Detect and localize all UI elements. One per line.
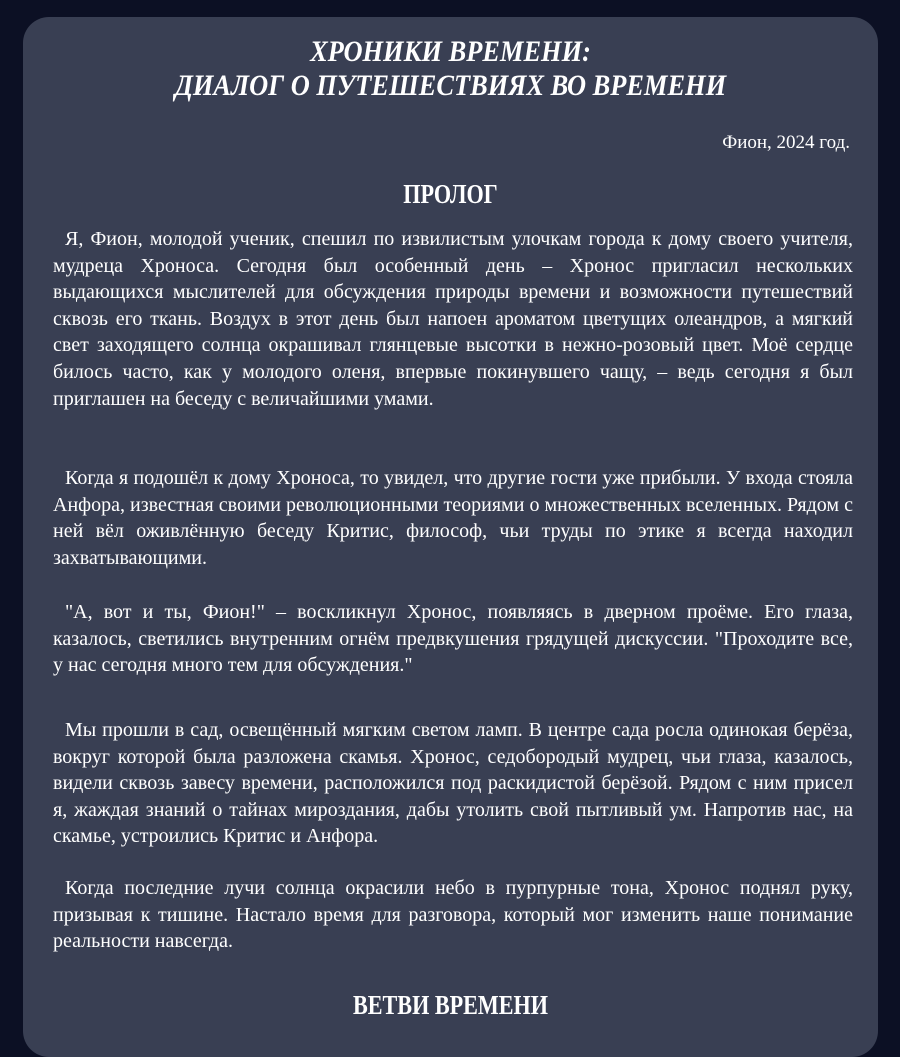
title-line-2: ДИАЛОГ О ПУТЕШЕСТВИЯХ ВО ВРЕМЕНИ [174,69,727,102]
document-title [74,35,826,103]
section-heading-prolog: ПРОЛОГ [403,179,498,209]
paragraph: Когда я подошёл к дому Хроноса, то увидел, что другие гости уже прибыли. У входа стояла Анфора, известная своими революционными теориями о множественных вселенных. Рядом с ней вёл оживлённую беседу Критис, философ, чьи труды по этике я всегда находил захватывающими. [53,467,853,569]
paragraph: Я, Фион, молодой ученик, спешил по извилистым улочкам города к дому своего учителя, мудреца Хроноса. Сегодня был особенный день – Хронос пригласил нескольких выдающихся мыслителей для обсуждения природы времени и возможности путешествий сквозь его ткань. Воздух в этот день был напоен ароматом цветущих олеандров, а мягкий свет заходящего солнца окрашивал глянцевые высотки в нежно-розовый цвет. Моё сердце билось часто, как у молодого оленя, впервые покинувшего чащу, – ведь сегодня я был приглашен на беседу с величайшими умами. [53,228,853,410]
title-line-1: ХРОНИКИ ВРЕМЕНИ: [310,35,591,68]
paragraph: Мы прошли в сад, освещённый мягким светом ламп. В центре сада росла одинокая берёза, вокруг которой была разложена скамья. Хронос, седобородый мудрец, чьи глаза, казалось, видели сквозь завесу времени, расположился под раскидистой берёзой. Рядом с ним присел я, жаждая знаний о тайнах мироздания, дабы утолить свой пытливый ум. Напротив нас, на скамье, устроились Критис и Анфора. [53,719,853,848]
paragraph: "А, вот и ты, Фион!" – воскликнул Хронос, появляясь в дверном проёме. Его глаза, казалось, светились внутренним огнём предвкушения грядущей дискуссии. "Проходите все, у нас сегодня много тем для обсуждения." [53,601,853,677]
document-card [23,17,878,1057]
section-heading-branches: ВЕТВИ ВРЕМЕНИ [352,990,548,1020]
author-line: Фион, 2024 год. [722,132,850,153]
paragraph: Когда последние лучи солнца окрасили небо в пурпурные тона, Хронос поднял руку, призывая к тишине. Настало время для разговора, который мог изменить наше понимание реальности навсегда. [53,877,853,953]
